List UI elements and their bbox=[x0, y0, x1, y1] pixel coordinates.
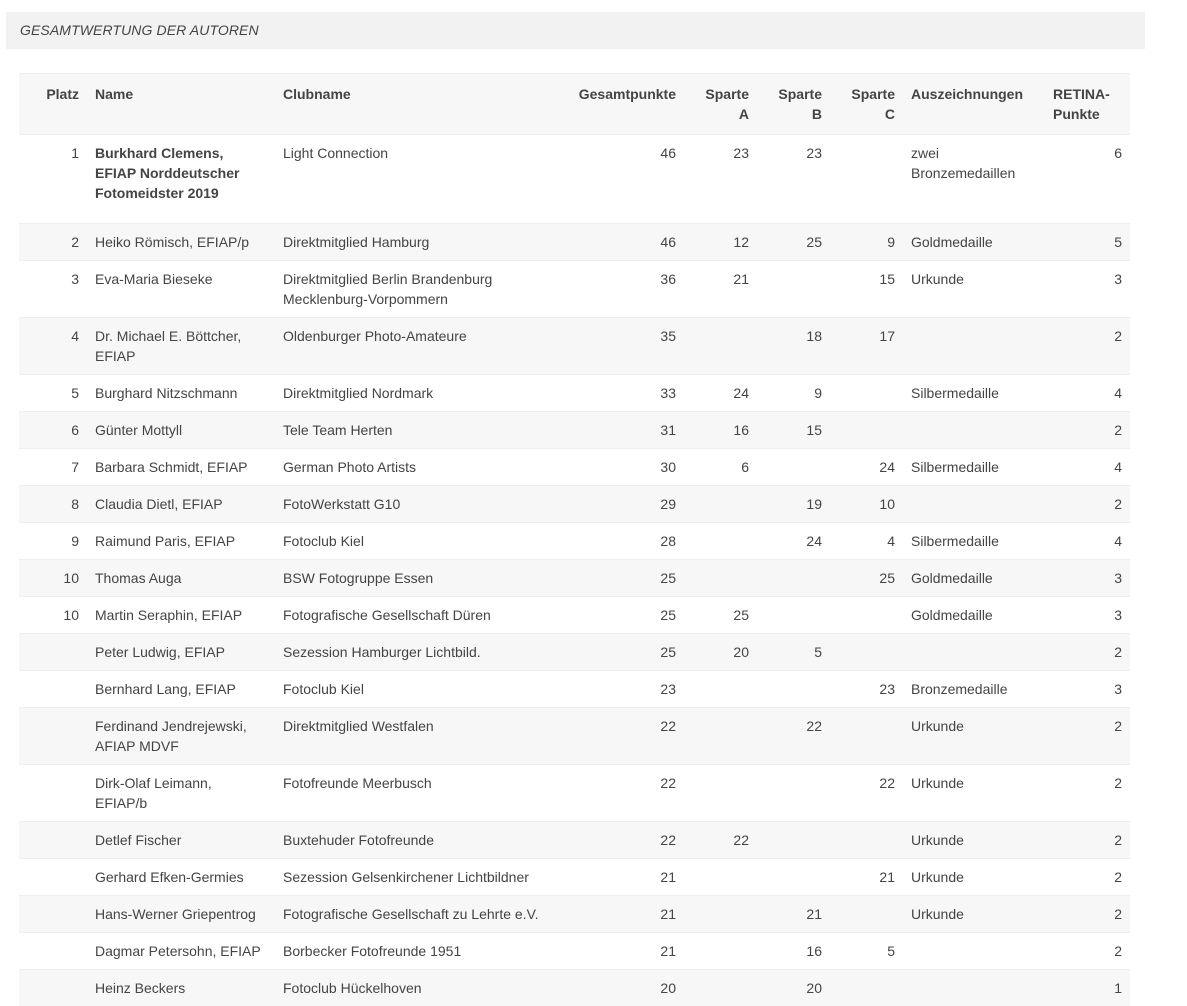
cell-platz: 7 bbox=[19, 449, 87, 486]
cell-retina-punkte: 3 bbox=[1045, 560, 1130, 597]
cell-name: Dagmar Petersohn, EFIAP bbox=[87, 933, 275, 970]
table-row bbox=[19, 765, 1130, 822]
cell-sparte-c: 15 bbox=[830, 261, 903, 318]
cell-platz: 10 bbox=[19, 560, 87, 597]
cell-platz bbox=[19, 765, 87, 822]
cell-platz: 3 bbox=[19, 261, 87, 318]
cell-auszeichnungen bbox=[903, 634, 1045, 671]
cell-platz bbox=[19, 671, 87, 708]
cell-gesamtpunkte: 31 bbox=[568, 412, 684, 449]
cell-platz bbox=[19, 634, 87, 671]
cell-club: Direktmitglied Hamburg bbox=[275, 224, 568, 261]
cell-platz: 1 bbox=[19, 135, 87, 224]
cell-retina-punkte: 1 bbox=[1045, 970, 1130, 1006]
cell-sparte-c bbox=[830, 970, 903, 1006]
cell-auszeichnungen: zwei Bronzemedaillen bbox=[903, 135, 1045, 224]
cell-gesamtpunkte: 33 bbox=[568, 375, 684, 412]
cell-gesamtpunkte: 22 bbox=[568, 765, 684, 822]
header-sparte-a: Sparte A bbox=[684, 74, 757, 135]
header-platz: Platz bbox=[19, 74, 87, 135]
cell-retina-punkte: 2 bbox=[1045, 412, 1130, 449]
cell-retina-punkte: 4 bbox=[1045, 523, 1130, 560]
cell-auszeichnungen: Goldmedaille bbox=[903, 597, 1045, 634]
cell-name: Hans-Werner Griepentrog bbox=[87, 896, 275, 933]
table-row bbox=[19, 597, 1130, 634]
cell-club: Sezession Hamburger Lichtbild. bbox=[275, 634, 568, 671]
table-row bbox=[19, 634, 1130, 671]
header-sparte-c: Sparte C bbox=[830, 74, 903, 135]
cell-auszeichnungen: Silbermedaille bbox=[903, 375, 1045, 412]
cell-sparte-b bbox=[757, 449, 830, 486]
cell-platz: 6 bbox=[19, 412, 87, 449]
cell-retina-punkte: 2 bbox=[1045, 708, 1130, 765]
cell-sparte-c bbox=[830, 375, 903, 412]
table-row bbox=[19, 486, 1130, 523]
cell-club: Direktmitglied Berlin Brandenburg Mecklenburg-Vorpommern bbox=[275, 261, 568, 318]
table-row bbox=[19, 970, 1130, 1006]
cell-club: Fotografische Gesellschaft zu Lehrte e.V. bbox=[275, 896, 568, 933]
cell-sparte-a: 24 bbox=[684, 375, 757, 412]
cell-club: Direktmitglied Nordmark bbox=[275, 375, 568, 412]
cell-sparte-b bbox=[757, 261, 830, 318]
cell-sparte-a bbox=[684, 671, 757, 708]
cell-sparte-b: 22 bbox=[757, 708, 830, 765]
cell-club: Buxtehuder Fotofreunde bbox=[275, 822, 568, 859]
cell-gesamtpunkte: 25 bbox=[568, 634, 684, 671]
cell-platz: 2 bbox=[19, 224, 87, 261]
cell-retina-punkte: 3 bbox=[1045, 671, 1130, 708]
cell-sparte-b: 9 bbox=[757, 375, 830, 412]
section-header bbox=[6, 12, 1145, 49]
cell-name: Barbara Schmidt, EFIAP bbox=[87, 449, 275, 486]
table-row bbox=[19, 523, 1130, 560]
cell-auszeichnungen: Silbermedaille bbox=[903, 449, 1045, 486]
cell-name: Dr. Michael E. Böttcher, EFIAP bbox=[87, 318, 275, 375]
cell-retina-punkte: 2 bbox=[1045, 822, 1130, 859]
cell-retina-punkte: 2 bbox=[1045, 765, 1130, 822]
cell-auszeichnungen: Urkunde bbox=[903, 859, 1045, 896]
cell-platz: 5 bbox=[19, 375, 87, 412]
cell-club: Fotografische Gesellschaft Düren bbox=[275, 597, 568, 634]
table-body bbox=[19, 135, 1130, 1006]
cell-sparte-a bbox=[684, 486, 757, 523]
cell-retina-punkte: 2 bbox=[1045, 634, 1130, 671]
cell-auszeichnungen bbox=[903, 970, 1045, 1006]
cell-gesamtpunkte: 22 bbox=[568, 708, 684, 765]
table-row bbox=[19, 412, 1130, 449]
cell-platz bbox=[19, 933, 87, 970]
cell-sparte-c: 24 bbox=[830, 449, 903, 486]
cell-sparte-c: 5 bbox=[830, 933, 903, 970]
cell-club: Fotoclub Kiel bbox=[275, 671, 568, 708]
cell-name: Thomas Auga bbox=[87, 560, 275, 597]
table-row bbox=[19, 708, 1130, 765]
cell-sparte-a: 20 bbox=[684, 634, 757, 671]
cell-gesamtpunkte: 46 bbox=[568, 135, 684, 224]
cell-sparte-c bbox=[830, 822, 903, 859]
cell-club: Direktmitglied Westfalen bbox=[275, 708, 568, 765]
cell-retina-punkte: 3 bbox=[1045, 261, 1130, 318]
header-retina-punkte: RETINA-Punkte bbox=[1045, 74, 1130, 135]
cell-retina-punkte: 2 bbox=[1045, 859, 1130, 896]
cell-retina-punkte: 4 bbox=[1045, 375, 1130, 412]
cell-sparte-a: 12 bbox=[684, 224, 757, 261]
cell-club: Light Connection bbox=[275, 135, 568, 224]
cell-gesamtpunkte: 21 bbox=[568, 933, 684, 970]
cell-club: Fotofreunde Meerbusch bbox=[275, 765, 568, 822]
cell-sparte-b: 24 bbox=[757, 523, 830, 560]
cell-retina-punkte: 2 bbox=[1045, 486, 1130, 523]
cell-gesamtpunkte: 20 bbox=[568, 970, 684, 1006]
cell-name: Burghard Nitzschmann bbox=[87, 375, 275, 412]
ranking-table bbox=[19, 73, 1130, 1006]
cell-club: Fotoclub Hückelhoven bbox=[275, 970, 568, 1006]
cell-sparte-b bbox=[757, 822, 830, 859]
cell-name: Martin Seraphin, EFIAP bbox=[87, 597, 275, 634]
cell-gesamtpunkte: 46 bbox=[568, 224, 684, 261]
cell-retina-punkte: 3 bbox=[1045, 597, 1130, 634]
cell-sparte-c: 21 bbox=[830, 859, 903, 896]
cell-sparte-a bbox=[684, 708, 757, 765]
cell-name: Heiko Römisch, EFIAP/p bbox=[87, 224, 275, 261]
header-auszeichnungen: Auszeichnungen bbox=[903, 74, 1045, 135]
cell-sparte-c: 23 bbox=[830, 671, 903, 708]
cell-sparte-c: 4 bbox=[830, 523, 903, 560]
cell-sparte-a bbox=[684, 560, 757, 597]
cell-sparte-a: 21 bbox=[684, 261, 757, 318]
cell-platz bbox=[19, 970, 87, 1006]
table-row bbox=[19, 261, 1130, 318]
cell-sparte-c bbox=[830, 135, 903, 224]
cell-sparte-c bbox=[830, 634, 903, 671]
cell-sparte-c: 22 bbox=[830, 765, 903, 822]
cell-sparte-b bbox=[757, 765, 830, 822]
cell-gesamtpunkte: 25 bbox=[568, 597, 684, 634]
cell-sparte-a bbox=[684, 859, 757, 896]
cell-club: Oldenburger Photo-Amateure bbox=[275, 318, 568, 375]
cell-club: FotoWerkstatt G10 bbox=[275, 486, 568, 523]
cell-retina-punkte: 2 bbox=[1045, 896, 1130, 933]
header-name: Name bbox=[87, 74, 275, 135]
cell-name: Günter Mottyll bbox=[87, 412, 275, 449]
cell-gesamtpunkte: 35 bbox=[568, 318, 684, 375]
cell-sparte-a bbox=[684, 765, 757, 822]
cell-auszeichnungen bbox=[903, 486, 1045, 523]
table-row bbox=[19, 671, 1130, 708]
cell-auszeichnungen: Urkunde bbox=[903, 896, 1045, 933]
cell-name: Ferdinand Jendrejewski, AFIAP MDVF bbox=[87, 708, 275, 765]
cell-auszeichnungen: Silbermedaille bbox=[903, 523, 1045, 560]
cell-auszeichnungen bbox=[903, 318, 1045, 375]
cell-sparte-b bbox=[757, 671, 830, 708]
cell-platz: 9 bbox=[19, 523, 87, 560]
cell-auszeichnungen bbox=[903, 933, 1045, 970]
cell-gesamtpunkte: 21 bbox=[568, 896, 684, 933]
cell-name: Detlef Fischer bbox=[87, 822, 275, 859]
cell-gesamtpunkte: 28 bbox=[568, 523, 684, 560]
cell-platz bbox=[19, 859, 87, 896]
table-row bbox=[19, 560, 1130, 597]
cell-gesamtpunkte: 30 bbox=[568, 449, 684, 486]
section-title: GESAMTWERTUNG DER AUTOREN bbox=[20, 22, 259, 38]
cell-auszeichnungen: Goldmedaille bbox=[903, 224, 1045, 261]
cell-sparte-b bbox=[757, 560, 830, 597]
table-row bbox=[19, 318, 1130, 375]
cell-name: Heinz Beckers bbox=[87, 970, 275, 1006]
cell-name: Bernhard Lang, EFIAP bbox=[87, 671, 275, 708]
cell-retina-punkte: 6 bbox=[1045, 135, 1130, 224]
cell-platz bbox=[19, 708, 87, 765]
cell-sparte-b: 15 bbox=[757, 412, 830, 449]
header-sparte-b: Sparte B bbox=[757, 74, 830, 135]
cell-gesamtpunkte: 25 bbox=[568, 560, 684, 597]
cell-sparte-b: 21 bbox=[757, 896, 830, 933]
cell-sparte-a bbox=[684, 523, 757, 560]
cell-auszeichnungen: Urkunde bbox=[903, 708, 1045, 765]
cell-sparte-a: 6 bbox=[684, 449, 757, 486]
cell-auszeichnungen: Bronzemedaille bbox=[903, 671, 1045, 708]
header-club: Clubname bbox=[275, 74, 568, 135]
cell-sparte-c: 25 bbox=[830, 560, 903, 597]
cell-sparte-a: 25 bbox=[684, 597, 757, 634]
cell-platz bbox=[19, 822, 87, 859]
cell-sparte-c bbox=[830, 597, 903, 634]
cell-sparte-b: 19 bbox=[757, 486, 830, 523]
cell-sparte-a bbox=[684, 318, 757, 375]
cell-gesamtpunkte: 22 bbox=[568, 822, 684, 859]
cell-auszeichnungen: Goldmedaille bbox=[903, 560, 1045, 597]
cell-sparte-c: 10 bbox=[830, 486, 903, 523]
cell-sparte-b: 25 bbox=[757, 224, 830, 261]
cell-gesamtpunkte: 29 bbox=[568, 486, 684, 523]
cell-sparte-a: 16 bbox=[684, 412, 757, 449]
table-row bbox=[19, 896, 1130, 933]
table-header bbox=[19, 74, 1130, 135]
cell-sparte-a bbox=[684, 970, 757, 1006]
cell-club: Sezession Gelsenkirchener Lichtbildner bbox=[275, 859, 568, 896]
cell-name: Gerhard Efken-Germies bbox=[87, 859, 275, 896]
cell-club: Tele Team Herten bbox=[275, 412, 568, 449]
cell-auszeichnungen: Urkunde bbox=[903, 822, 1045, 859]
cell-platz bbox=[19, 896, 87, 933]
cell-sparte-b bbox=[757, 859, 830, 896]
cell-platz: 8 bbox=[19, 486, 87, 523]
cell-auszeichnungen bbox=[903, 412, 1045, 449]
cell-retina-punkte: 4 bbox=[1045, 449, 1130, 486]
cell-sparte-b: 5 bbox=[757, 634, 830, 671]
cell-sparte-a: 22 bbox=[684, 822, 757, 859]
cell-sparte-c: 9 bbox=[830, 224, 903, 261]
cell-retina-punkte: 2 bbox=[1045, 933, 1130, 970]
table-row bbox=[19, 135, 1130, 224]
cell-name: Dirk-Olaf Leimann, EFIAP/b bbox=[87, 765, 275, 822]
cell-sparte-b: 23 bbox=[757, 135, 830, 224]
cell-club: BSW Fotogruppe Essen bbox=[275, 560, 568, 597]
header-row bbox=[19, 74, 1130, 135]
cell-sparte-b: 16 bbox=[757, 933, 830, 970]
header-gesamtpunkte: Gesamtpunkte bbox=[568, 74, 684, 135]
table-row bbox=[19, 375, 1130, 412]
table-row bbox=[19, 859, 1130, 896]
cell-sparte-a bbox=[684, 896, 757, 933]
cell-gesamtpunkte: 23 bbox=[568, 671, 684, 708]
table-row bbox=[19, 449, 1130, 486]
cell-auszeichnungen: Urkunde bbox=[903, 765, 1045, 822]
cell-name: Peter Ludwig, EFIAP bbox=[87, 634, 275, 671]
cell-name: Burkhard Clemens, EFIAP Norddeutscher Fotomeidster 2019 bbox=[87, 135, 275, 224]
cell-retina-punkte: 5 bbox=[1045, 224, 1130, 261]
cell-sparte-a bbox=[684, 933, 757, 970]
cell-sparte-b bbox=[757, 597, 830, 634]
cell-sparte-c bbox=[830, 412, 903, 449]
cell-club: German Photo Artists bbox=[275, 449, 568, 486]
table-row bbox=[19, 822, 1130, 859]
table-row bbox=[19, 933, 1130, 970]
cell-name: Raimund Paris, EFIAP bbox=[87, 523, 275, 560]
ranking-table-container bbox=[19, 73, 1130, 1006]
cell-auszeichnungen: Urkunde bbox=[903, 261, 1045, 318]
cell-name: Eva-Maria Bieseke bbox=[87, 261, 275, 318]
cell-retina-punkte: 2 bbox=[1045, 318, 1130, 375]
cell-platz: 4 bbox=[19, 318, 87, 375]
cell-gesamtpunkte: 36 bbox=[568, 261, 684, 318]
cell-sparte-c bbox=[830, 896, 903, 933]
cell-sparte-a: 23 bbox=[684, 135, 757, 224]
cell-platz: 10 bbox=[19, 597, 87, 634]
cell-sparte-b: 18 bbox=[757, 318, 830, 375]
cell-sparte-c: 17 bbox=[830, 318, 903, 375]
cell-sparte-c bbox=[830, 708, 903, 765]
cell-sparte-b: 20 bbox=[757, 970, 830, 1006]
cell-name: Claudia Dietl, EFIAP bbox=[87, 486, 275, 523]
cell-club: Borbecker Fotofreunde 1951 bbox=[275, 933, 568, 970]
cell-club: Fotoclub Kiel bbox=[275, 523, 568, 560]
cell-gesamtpunkte: 21 bbox=[568, 859, 684, 896]
table-row bbox=[19, 224, 1130, 261]
